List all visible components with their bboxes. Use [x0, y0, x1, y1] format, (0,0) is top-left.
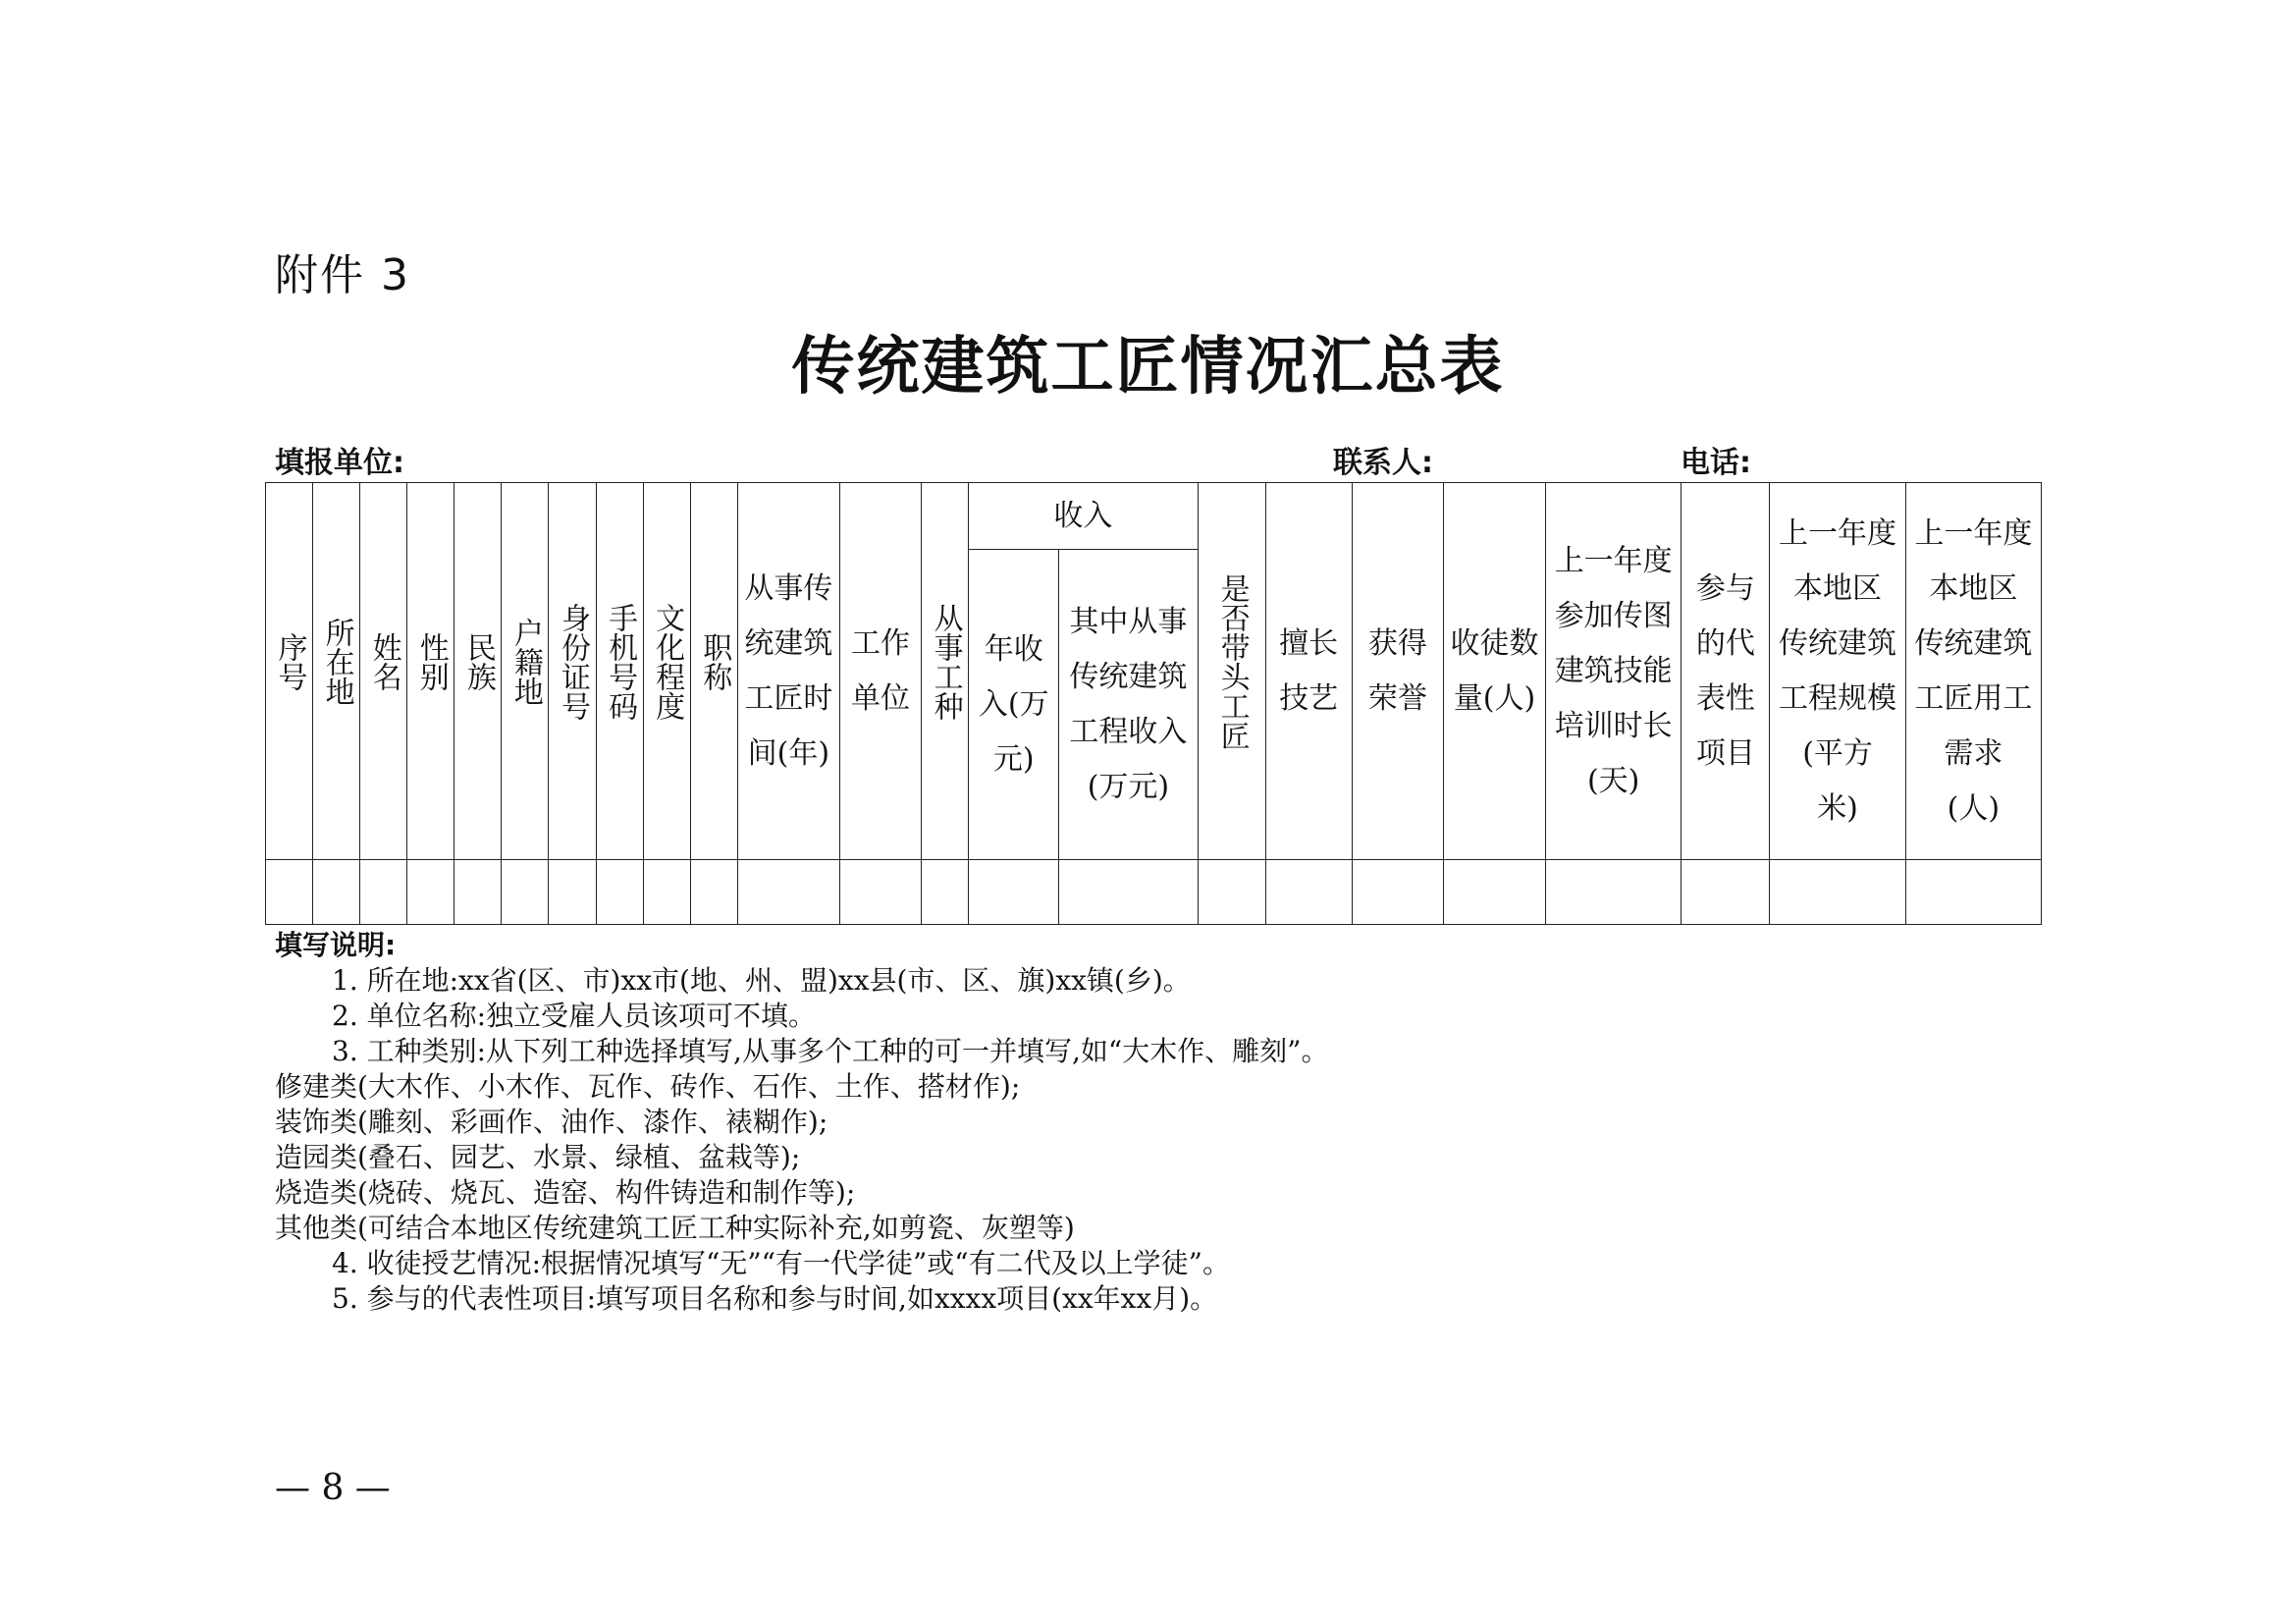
header-gender: 性别: [407, 483, 454, 860]
trade-category: 修建类(大木作、小木作、瓦作、砖作、石作、土作、搭材作);: [275, 1070, 1021, 1103]
phone-label: 电话:: [1681, 446, 1751, 480]
header-title: 职称: [690, 483, 737, 860]
table-cell[interactable]: [737, 860, 839, 925]
contact-label: 联系人:: [1333, 446, 1433, 480]
summary-table: [265, 482, 2042, 925]
instructions-title: 填写说明:: [275, 929, 397, 961]
table-cell[interactable]: [360, 860, 407, 925]
table-cell[interactable]: [1443, 860, 1545, 925]
header-domicile: 户籍地: [502, 483, 549, 860]
page-number: — 8 —: [275, 1468, 391, 1508]
header-honors: 获得 荣誉: [1352, 483, 1443, 860]
table-cell[interactable]: [643, 860, 690, 925]
header-trade: 从事工种: [922, 483, 969, 860]
reporting-unit-label: 填报单位:: [275, 446, 404, 480]
header-location: 所在地: [313, 483, 360, 860]
header-labor-demand: 上一年度 本地区 传统建筑 工匠用工 需求 (人): [1905, 483, 2041, 860]
trade-category: 烧造类(烧砖、烧瓦、造窑、构件铸造和制作等);: [275, 1176, 856, 1209]
attachment-label: 附件 3: [275, 250, 410, 300]
trade-category: 其他类(可结合本地区传统建筑工匠工种实际补充,如剪瓷、灰塑等): [275, 1212, 1075, 1244]
header-work-unit: 工作 单位: [839, 483, 921, 860]
header-apprentice-count: 收徒数 量(人): [1443, 483, 1545, 860]
instruction-item: 2. 单位名称:独立受雇人员该项可不填。: [332, 1000, 817, 1032]
table-cell[interactable]: [839, 860, 921, 925]
instruction-item: 4. 收徒授艺情况:根据情况填写“无”“有一代学徒”或“有二代及以上学徒”。: [332, 1247, 1230, 1279]
table-cell[interactable]: [407, 860, 454, 925]
table-cell[interactable]: [596, 860, 643, 925]
header-years-craftsman: 从事传 统建筑 工匠时 间(年): [737, 483, 839, 860]
trade-category: 装饰类(雕刻、彩画作、油作、漆作、裱糊作);: [275, 1106, 828, 1138]
header-training-days: 上一年度 参加传图 建筑技能 培训时长 (天): [1546, 483, 1682, 860]
table-cell[interactable]: [969, 860, 1059, 925]
table-row: [266, 860, 2042, 925]
trade-category: 造园类(叠石、园艺、水景、绿植、盆栽等);: [275, 1141, 801, 1173]
page-title: 传统建筑工匠情况汇总表: [791, 330, 1505, 404]
header-phone-number: 手机号码: [596, 483, 643, 860]
table-cell[interactable]: [266, 860, 313, 925]
table-cell[interactable]: [1198, 860, 1265, 925]
instruction-item: 5. 参与的代表性项目:填写项目名称和参与时间,如xxxx项目(xx年xx月)。: [332, 1282, 1218, 1315]
header-income-group: 收入: [969, 483, 1198, 550]
table-cell[interactable]: [922, 860, 969, 925]
header-annual-income: 年收 入(万 元): [969, 550, 1059, 860]
instruction-item: 3. 工种类别:从下列工种选择填写,从事多个工种的可一并填写,如“大木作、雕刻”。: [332, 1035, 1329, 1067]
table-cell[interactable]: [1905, 860, 2041, 925]
header-ethnicity: 民族: [454, 483, 502, 860]
header-serial: 序号: [266, 483, 313, 860]
table-cell[interactable]: [1682, 860, 1770, 925]
header-traditional-income: 其中从事 传统建筑 工程收入 (万元): [1059, 550, 1198, 860]
table-cell[interactable]: [1265, 860, 1352, 925]
table-cell[interactable]: [1546, 860, 1682, 925]
header-skills: 擅长 技艺: [1265, 483, 1352, 860]
table-cell[interactable]: [313, 860, 360, 925]
header-education: 文化程度: [643, 483, 690, 860]
table-cell[interactable]: [1352, 860, 1443, 925]
table-cell[interactable]: [1770, 860, 1905, 925]
instruction-item: 1. 所在地:xx省(区、市)xx市(地、州、盟)xx县(市、区、旗)xx镇(乡)。: [332, 964, 1191, 997]
header-representative-projects: 参与 的代 表性 项目: [1682, 483, 1770, 860]
table-cell[interactable]: [454, 860, 502, 925]
table-cell[interactable]: [549, 860, 596, 925]
header-project-scale: 上一年度 本地区 传统建筑 工程规模 (平方 米): [1770, 483, 1905, 860]
header-id-number: 身份证号: [549, 483, 596, 860]
instructions: [275, 928, 1328, 1317]
header-name: 姓名: [360, 483, 407, 860]
table-cell[interactable]: [502, 860, 549, 925]
table-cell[interactable]: [1059, 860, 1198, 925]
table-cell[interactable]: [690, 860, 737, 925]
header-lead-craftsman: 是否带头工匠: [1198, 483, 1265, 860]
